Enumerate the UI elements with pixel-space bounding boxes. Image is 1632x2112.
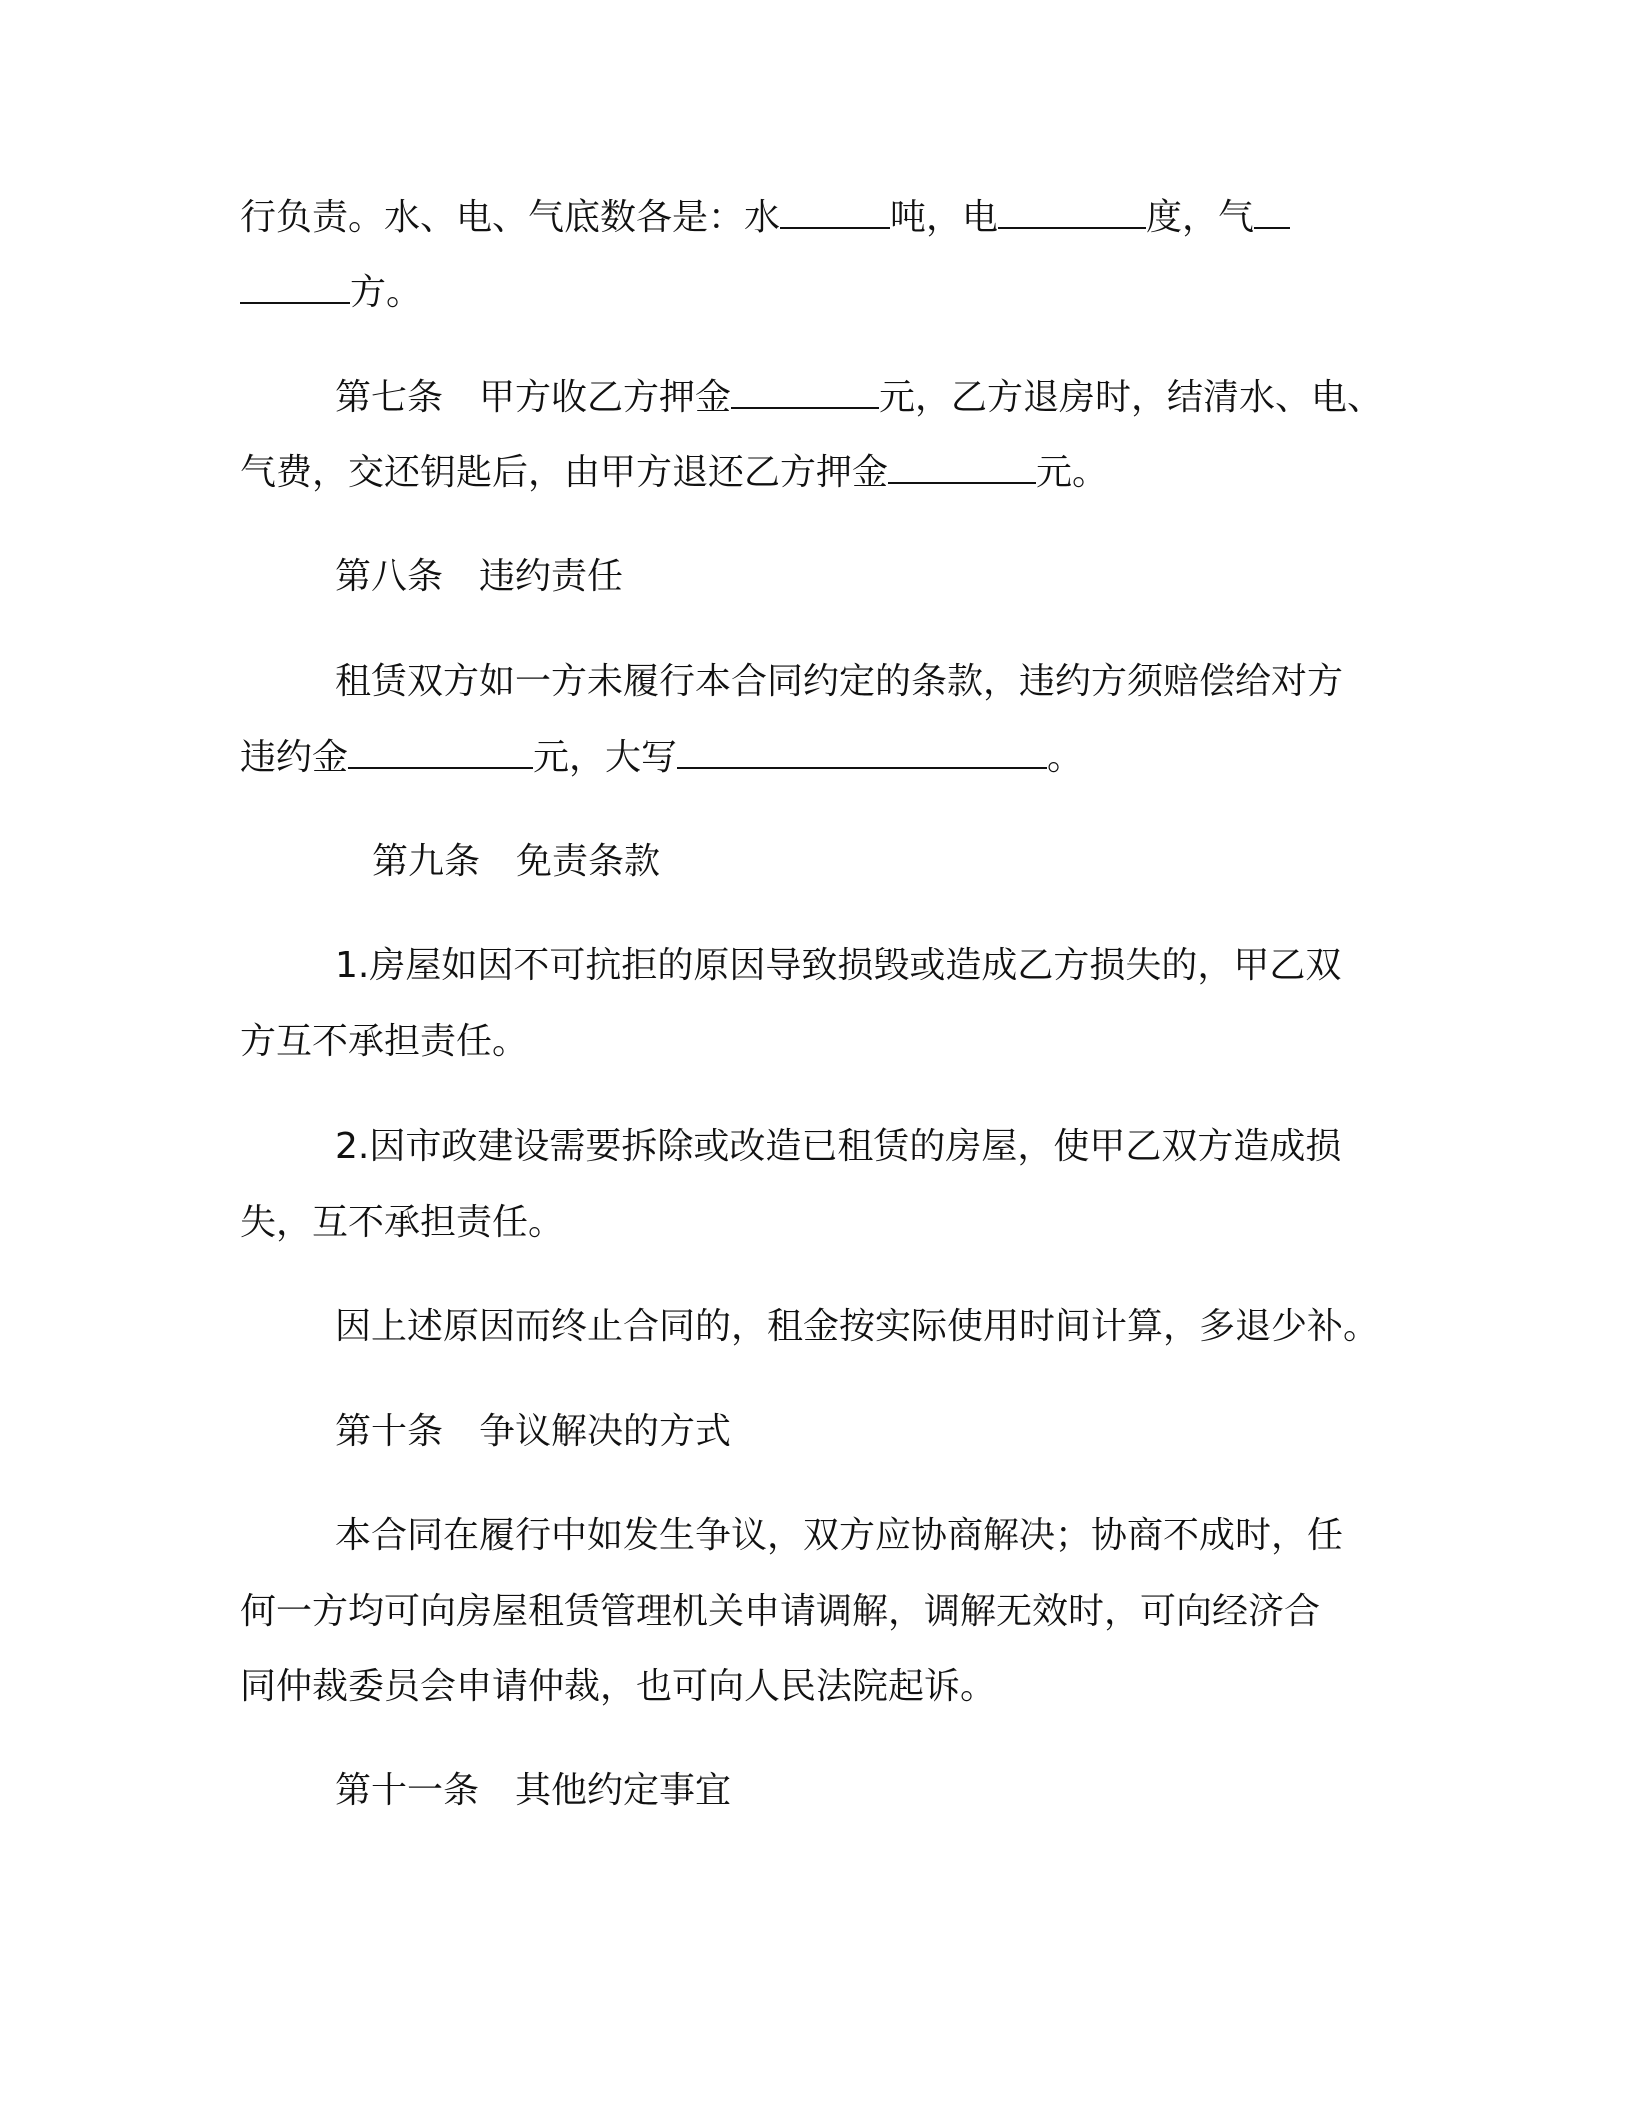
article8-title: 违约责任: [479, 556, 624, 597]
article10-heading: 第十条: [335, 1411, 444, 1452]
article8-text-capital: 元，大写: [533, 737, 678, 778]
article7-text-deposit: 甲方收乙方押金: [479, 377, 732, 418]
article10-text-line2: 何一方均可向房屋租赁管理机关申请调解，调解无效时，可向经济合: [240, 1591, 1321, 1632]
article10-title: 争议解决的方式: [479, 1411, 732, 1452]
article9-heading-line: [372, 836, 660, 888]
article9-termination-line: [335, 1301, 1379, 1353]
article9-heading: 第九条: [372, 841, 481, 882]
article10-text-line1: 本合同在履行中如发生争议，双方应协商解决；协商不成时，任: [335, 1515, 1344, 1556]
article10-para-line2: [240, 1586, 1320, 1638]
article8-text-end: 。: [1047, 737, 1084, 778]
article9-item1-line2: [240, 1016, 528, 1068]
article6-utilities-line2: [240, 267, 422, 319]
article6-text-water: 行负责。水、电、气底数各是：水: [240, 197, 781, 238]
article6-text-gas: 度，气: [1146, 197, 1255, 238]
penalty-capital-blank: [677, 737, 1047, 769]
article11-heading: 第十一条: [335, 1770, 480, 1811]
article7-line2: [240, 447, 1108, 499]
article6-text-electric: 吨，电: [890, 197, 999, 238]
article9-item2-text: 2.因市政建设需要拆除或改造已租赁的房屋，使甲乙双方造成损: [335, 1126, 1342, 1167]
penalty-amount-blank: [348, 737, 533, 769]
article10-para-line1: [335, 1510, 1343, 1562]
article9-termination-text: 因上述原因而终止合同的，租金按实际使用时间计算，多退少补。: [335, 1306, 1380, 1347]
article9-item1-text: 1.房屋如因不可抗拒的原因导致损毁或造成乙方损失的，甲乙双: [335, 945, 1342, 986]
article9-item1-line1: [335, 940, 1341, 992]
article9-item2-line2: [240, 1197, 564, 1249]
deposit-amount-blank: [731, 377, 879, 409]
article8-paragraph: 租赁双方如一方未履行本合同约定的条款，违约方须赔偿给对方: [335, 661, 1344, 702]
gas-reading-blank-part1: [1254, 197, 1290, 229]
article7-heading: 第七条: [335, 377, 444, 418]
article10-para-line3: [240, 1661, 996, 1713]
refund-amount-blank: [888, 452, 1036, 484]
article7-text-yuan: 元。: [1036, 452, 1109, 493]
article8-text-penalty: 违约金: [240, 737, 349, 778]
article11-title: 其他约定事宜: [515, 1770, 732, 1811]
article11-heading-line: [335, 1765, 731, 1817]
article7-line1: [335, 372, 1383, 424]
article8-para-line1: [335, 656, 1343, 708]
article8-heading: 第八条: [335, 556, 444, 597]
water-reading-blank: [780, 197, 890, 229]
gas-reading-blank-part2: [240, 272, 350, 304]
article9-item1-text-cont: 方互不承担责任。: [240, 1021, 529, 1062]
article10-text-line3: 同仲裁委员会申请仲裁，也可向人民法院起诉。: [240, 1666, 997, 1707]
article8-heading-line: [335, 551, 623, 603]
article9-title: 免责条款: [516, 841, 661, 882]
article8-para-line2: [240, 732, 1083, 784]
article9-item2-text-cont: 失，互不承担责任。: [240, 1202, 565, 1243]
article6-utilities-line: [240, 192, 1290, 244]
article6-text-unit: 方。: [350, 272, 423, 313]
electric-reading-blank: [998, 197, 1146, 229]
article7-text-refund: 气费，交还钥匙后，由甲方退还乙方押金: [240, 452, 889, 493]
article7-text-checkout: 元，乙方退房时，结清水、电、: [879, 377, 1384, 418]
article9-item2-line1: [335, 1121, 1341, 1173]
article10-heading-line: [335, 1406, 731, 1458]
